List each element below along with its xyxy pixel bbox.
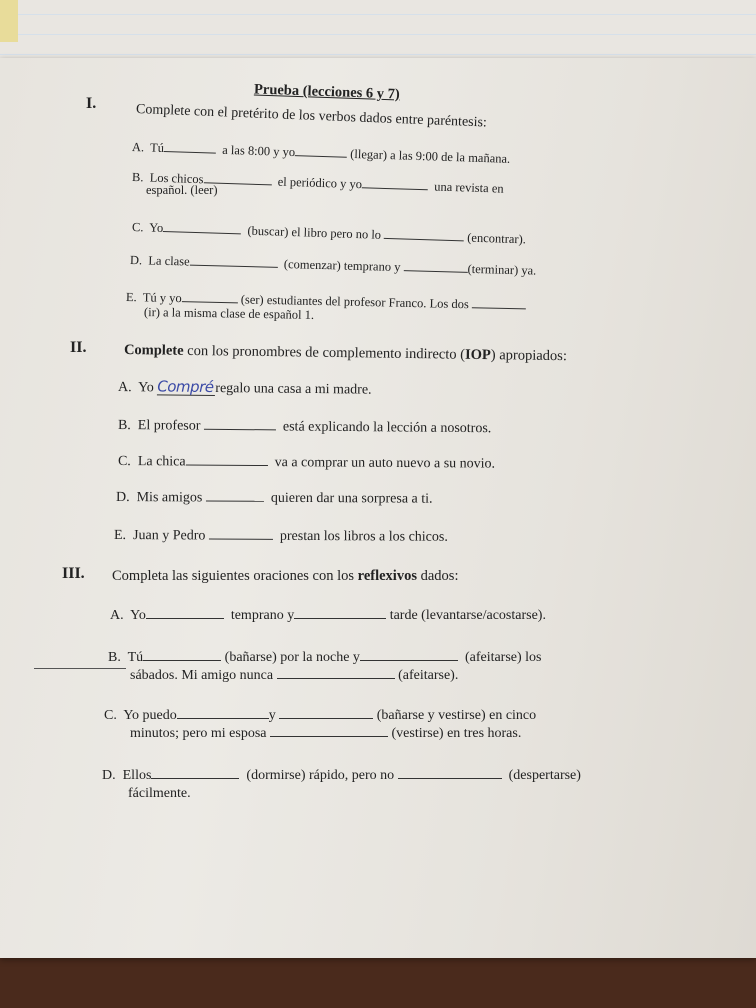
item-1a: A. Tú a las 8:00 y yo (llegar) a las 9:00 de la mañana. bbox=[131, 140, 511, 166]
blank-2e[interactable] bbox=[209, 526, 273, 539]
blank-3c-1[interactable] bbox=[177, 706, 269, 719]
blank-1d-1[interactable] bbox=[190, 253, 278, 268]
stray-pen-mark bbox=[34, 668, 126, 669]
item-1e: E. Tú y yo (ser) estudiantes del profesor Franco. Los dos bbox=[126, 288, 526, 313]
item-2d: D. Mis amigos quieren dar una sorpresa a ti. bbox=[115, 490, 433, 507]
blank-3b-3[interactable] bbox=[277, 666, 395, 679]
blank-3a-1[interactable] bbox=[146, 606, 224, 619]
section-2-instruction: Complete con los pronombres de complemento indirecto (IOP) apropiados: bbox=[123, 342, 568, 365]
item-3c: C. Yo puedo y (bañarse y vestirse) en cinco bbox=[104, 708, 537, 723]
item-1b-line2: español. (leer) bbox=[146, 183, 218, 197]
item-3c-line2: minutos; pero mi esposa (vestirse) en tres horas. bbox=[130, 726, 522, 741]
item-3b-line2: sábados. Mi amigo nunca (afeitarse). bbox=[130, 668, 459, 683]
blank-1a-2[interactable] bbox=[295, 143, 347, 158]
item-3d-line2: fácilmente. bbox=[128, 786, 191, 801]
blank-3d-1[interactable] bbox=[151, 766, 239, 779]
item-1d: D. La clase (comenzar) temprano y (terminar) ya. bbox=[129, 253, 537, 278]
handwritten-answer-2a[interactable]: Compré bbox=[157, 377, 214, 396]
item-1b: B. Los chicos el periódico y yo una revista en bbox=[131, 170, 504, 196]
blank-1c-1[interactable] bbox=[163, 219, 241, 234]
blank-1e-1[interactable] bbox=[182, 289, 238, 303]
blank-3b-1[interactable] bbox=[143, 648, 221, 661]
sticky-note-edge bbox=[0, 0, 18, 42]
blank-3a-2[interactable] bbox=[294, 606, 386, 619]
blank-2c[interactable] bbox=[186, 452, 268, 466]
item-3a: A. Yo temprano y tarde (levantarse/acostarse). bbox=[110, 608, 546, 623]
page-title: Prueba (lecciones 6 y 7) bbox=[253, 81, 401, 103]
section-1-numeral: I. bbox=[86, 95, 97, 112]
item-1c: C. Yo (buscar) el libro pero no lo (encontrar). bbox=[131, 220, 527, 247]
blank-1e-2[interactable] bbox=[472, 295, 526, 309]
blank-1d-2[interactable] bbox=[403, 258, 467, 273]
blank-3b-2[interactable] bbox=[360, 648, 458, 661]
section-3-numeral: III. bbox=[62, 565, 85, 582]
section-3-instruction: Completa las siguientes oraciones con los reflexivos dados: bbox=[112, 568, 459, 584]
blank-3c-3[interactable] bbox=[270, 724, 388, 737]
item-3d: D. Ellos (dormirse) rápido, pero no (despertarse) bbox=[102, 768, 581, 783]
worksheet-paper bbox=[0, 58, 756, 958]
section-2-numeral: II. bbox=[70, 339, 87, 356]
item-2e: E. Juan y Pedro prestan los libros a los chicos. bbox=[113, 528, 448, 545]
blank-3c-2[interactable] bbox=[279, 706, 373, 719]
item-2b: B. El profesor está explicando la lección a nosotros. bbox=[117, 418, 492, 437]
blank-2b[interactable] bbox=[204, 417, 276, 431]
blank-2d[interactable] bbox=[206, 488, 264, 501]
section-1-instruction: Complete con el pretérito de los verbos dados entre paréntesis: bbox=[135, 102, 488, 131]
item-2a: A. Yo Compré regalo una casa a mi madre. bbox=[117, 377, 372, 398]
item-1e-line2: (ir) a la misma clase de español 1. bbox=[143, 305, 315, 322]
blank-1c-2[interactable] bbox=[384, 226, 464, 242]
blank-1b-2[interactable] bbox=[362, 175, 428, 190]
blank-1a-1[interactable] bbox=[164, 139, 216, 154]
item-3b: B. Tú (bañarse) por la noche y (afeitarse) los bbox=[108, 650, 542, 665]
item-2c: C. La chica va a comprar un auto nuevo a su novio. bbox=[117, 454, 496, 472]
blank-3d-2[interactable] bbox=[398, 766, 502, 779]
